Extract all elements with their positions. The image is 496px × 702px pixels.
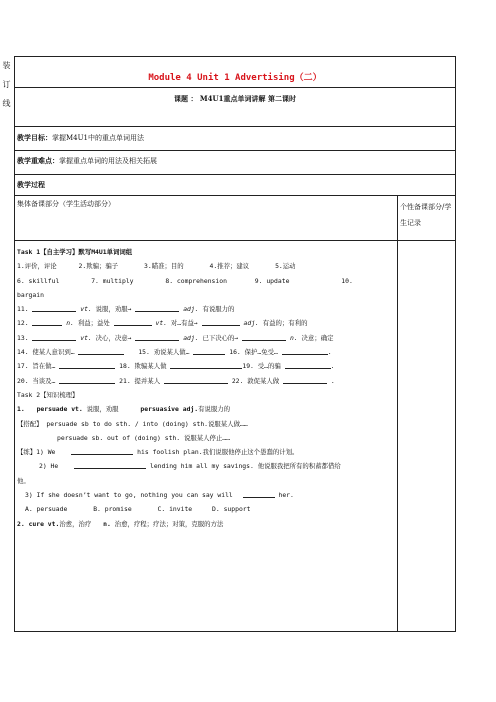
phrase-prompt: 17. 旨在做… [17, 362, 56, 371]
binding-char: 订 [2, 80, 11, 89]
practice-label: 【练】 [17, 448, 37, 457]
divider [15, 126, 455, 127]
column-divider [397, 195, 398, 631]
definition: 有益的；有利的 [262, 319, 308, 328]
definition: 治愈，疗程；疗法；对策，克服的方法 [114, 519, 224, 528]
lesson-subtitle: 课题 ： M4U1重点单词讲解 第二课时 [174, 94, 296, 103]
practice-text: 2) He [39, 462, 59, 471]
answer-blank[interactable] [164, 375, 228, 384]
option-c[interactable]: C. invite [157, 505, 193, 514]
answer-blank[interactable] [193, 346, 225, 355]
definition: 决心，决意→ [95, 333, 132, 342]
binding-char: 装 [2, 61, 11, 70]
line-number: 11. [17, 305, 29, 314]
divider [15, 195, 455, 196]
binding-char: 线 [2, 99, 11, 108]
right-column-header: 个性备课部分/学生记录 [400, 203, 452, 227]
part-of-speech: vt. [155, 319, 168, 328]
headword: cure vt. [28, 519, 60, 528]
phrase-prompt: 20. 当谈及… [17, 376, 56, 385]
task1-item: 10. [341, 276, 353, 285]
binding-line-label [0, 56, 13, 116]
period: . [327, 348, 332, 357]
practice-text: 1) We [36, 448, 56, 457]
key-label: 教学重难点： [17, 156, 59, 165]
answer-blank[interactable] [170, 360, 242, 369]
task-content [17, 245, 397, 531]
practice-text: lending him all my savings. 他说服我把所有的积蓄都借给 [149, 462, 341, 471]
option-a[interactable]: A. persuade [25, 505, 68, 514]
task2-heading: Task 2【知识梳理】 [17, 390, 79, 399]
practice-text: his foolish plan.我们说服他停止这个愚蠢的计划。 [137, 448, 299, 457]
task1-line13 [17, 331, 397, 345]
period: . [330, 376, 335, 385]
part-of-speech: n. [289, 333, 298, 342]
answer-blank[interactable] [59, 375, 115, 384]
definition: 治愈，治疗 [59, 519, 92, 528]
option-d[interactable]: D. support [212, 505, 251, 514]
answer-blank[interactable] [202, 317, 240, 326]
answer-blank[interactable] [78, 346, 124, 355]
task1-line11 [17, 302, 397, 316]
goal-row [17, 133, 144, 143]
part-of-speech: adj. [183, 333, 199, 342]
definition: 有说服力的 [202, 305, 235, 314]
left-column-header: 集体备课部分（学生活动部分） [17, 200, 115, 208]
practice-line-2 [17, 459, 397, 473]
divider [15, 174, 455, 175]
practice-text: 3) If she doesn’t want to go, nothing you can say will [25, 491, 233, 500]
answer-blank[interactable] [32, 303, 76, 312]
goal-text: 掌握M4U1中的重点单词用法 [52, 134, 144, 142]
task1-heading: Task 1【自主学习】默写M4U1单词词组 [17, 248, 133, 256]
divider [15, 240, 455, 241]
part-of-speech: vt. [80, 305, 92, 314]
definition: 说服，劝服 [86, 405, 119, 414]
task1-item: 6. skillful [17, 276, 60, 285]
collocation-line [17, 417, 397, 431]
task1-item: 4.推荐；建议 [209, 262, 250, 271]
definition: 利益；益处 [77, 319, 110, 328]
answer-blank[interactable] [74, 460, 146, 469]
task1-row2-cont: bargain [17, 290, 44, 299]
part-of-speech: n. [66, 319, 74, 328]
headword: persuade vt. [36, 405, 83, 414]
definition: 说服，劝服→ [95, 305, 132, 314]
task1-line14 [17, 345, 397, 359]
task2-item2 [17, 517, 397, 531]
lesson-table [14, 56, 456, 632]
part-of-speech: n. [103, 519, 111, 528]
task1-item: 7. multiply [91, 276, 134, 285]
practice-line-3 [17, 488, 397, 502]
goal-label: 教学目标： [17, 133, 52, 142]
part-of-speech: adj. [243, 319, 259, 328]
phrase-prompt: 19. 受…的骗 [242, 362, 281, 371]
task1-item: 9. update [254, 276, 290, 285]
part-of-speech: adj. [183, 305, 199, 314]
item-number: 2. [17, 519, 25, 528]
item-number: 1. [17, 405, 25, 414]
key-text: 掌握重点单词的用法及相关拓展 [59, 157, 157, 165]
definition: 决意；确定 [301, 333, 334, 342]
definition: 有说服力的 [198, 405, 231, 414]
practice-text: her. [278, 491, 294, 500]
phrase-prompt: 18. 欺骗某人做 [119, 362, 167, 371]
collocation-line-2: persuade sb. out of (doing) sth. 说服某人停止…… [57, 433, 231, 442]
task1-line20 [17, 374, 397, 388]
answer-blank[interactable] [242, 332, 286, 341]
answer-blank[interactable] [32, 317, 62, 326]
task1-item: 5.运动 [275, 262, 296, 271]
answer-blank[interactable] [243, 489, 275, 498]
part-of-speech: vt. [80, 333, 92, 342]
answer-blank[interactable] [282, 346, 328, 355]
phrase-prompt: 14. 使某人意识到… [17, 348, 75, 357]
answer-blank[interactable] [135, 332, 179, 341]
period: . [330, 362, 335, 371]
task1-item: 2.欺骗；骗子 [78, 262, 119, 271]
definition: 对…有益→ [170, 319, 198, 328]
divider [15, 150, 455, 151]
line-number: 13. [17, 333, 29, 342]
answer-blank[interactable] [114, 317, 152, 326]
phrase-prompt: 15. 劝说某人做… [138, 348, 190, 357]
answer-blank[interactable] [32, 332, 76, 341]
line-number: 12. [17, 319, 29, 328]
task1-line12 [17, 316, 397, 330]
practice-line-2-cont: 他。 [17, 476, 30, 485]
definition: 已下决心的→ [202, 333, 239, 342]
task1-row1 [17, 259, 397, 273]
page-title: Module 4 Unit 1 Advertising（二） [148, 73, 322, 83]
answer-blank[interactable] [283, 375, 327, 384]
task1-item: 8. comprehension [165, 276, 227, 285]
answer-blank[interactable] [71, 446, 133, 455]
task1-item: 1.评价，评论 [17, 262, 57, 271]
process-label: 教学过程 [17, 180, 45, 189]
answer-blank[interactable] [135, 303, 179, 312]
task1-line17 [17, 359, 397, 373]
divider [15, 87, 455, 88]
answer-blank[interactable] [285, 360, 331, 369]
task2-item1 [17, 402, 397, 416]
phrase-prompt: 16. 保护…免受… [229, 348, 278, 357]
collocation-label: 【搭配】 [17, 419, 43, 428]
phrase-prompt: 21. 提并某人 [119, 376, 161, 385]
option-b[interactable]: B. promise [93, 505, 132, 514]
phrase-prompt: 22. 敦促某人做 [231, 376, 280, 385]
headword: persuasive adj. [140, 405, 199, 414]
key-row [17, 156, 157, 166]
practice-line-1 [17, 445, 397, 459]
task1-item: 3.瞄准；目的 [144, 262, 184, 271]
options-line [17, 502, 397, 516]
task1-row2 [17, 274, 397, 288]
answer-blank[interactable] [59, 360, 115, 369]
collocation-text: persuade sb to do sth. / into (doing) sth.说服某人做…… [46, 419, 248, 428]
